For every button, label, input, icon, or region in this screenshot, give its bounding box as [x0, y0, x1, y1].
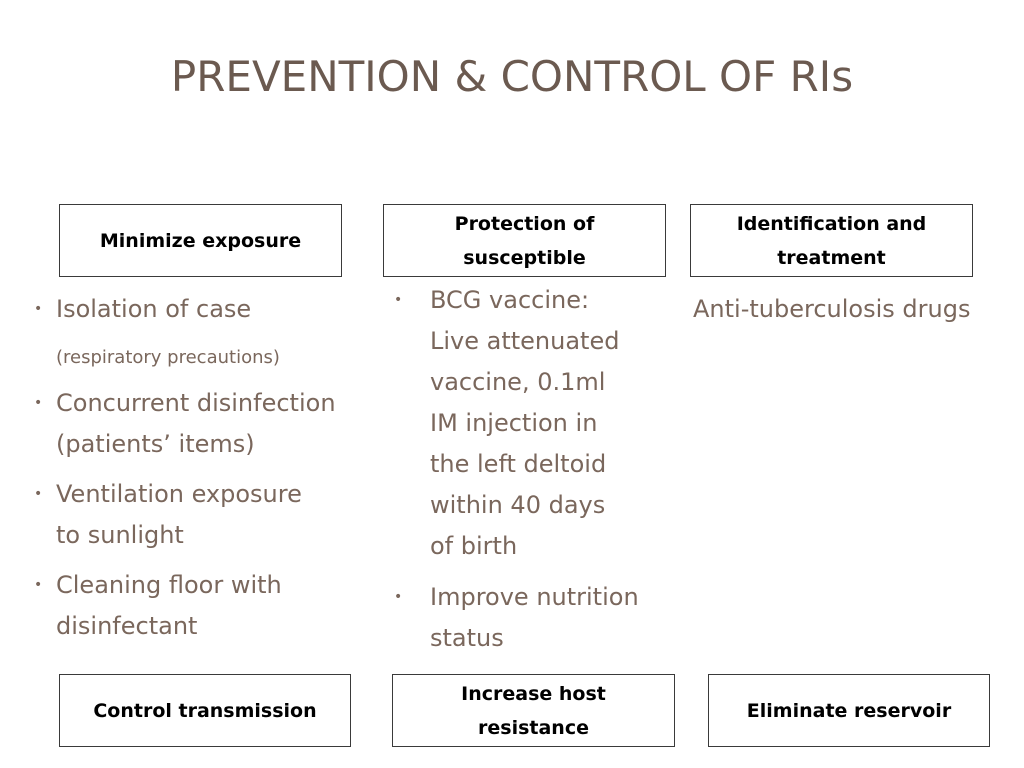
bullet-dot-icon: • [34, 301, 43, 317]
list-item: IM injection in [430, 409, 598, 437]
list-item: • BCG vaccine: [430, 280, 680, 321]
list-item: within 40 days [430, 491, 606, 519]
list-item: • Isolation of case [56, 289, 376, 330]
box-eliminate-reservoir-label: Eliminate reservoir [746, 699, 952, 722]
right-column-text: Anti-tuberculosis drugs [693, 295, 971, 323]
bullet-dot-icon: • [394, 292, 403, 308]
box-control-transmission [59, 674, 351, 747]
list-item: • Ventilation exposure [56, 474, 376, 515]
bullet-dot-icon: • [394, 589, 403, 605]
bullet-dot-icon: • [34, 577, 43, 593]
list-item: of birth [430, 532, 518, 560]
list-item: disinfectant [56, 612, 198, 640]
box-minimize-exposure-label: Minimize exposure [99, 229, 302, 252]
list-item: • Cleaning floor with [56, 565, 376, 606]
list-item: vaccine, 0.1ml [430, 368, 606, 396]
box-identification-label: Identification and treatment [736, 212, 927, 269]
box-identification-treatment [690, 204, 973, 277]
box-eliminate-reservoir [708, 674, 990, 747]
box-increase-host-resistance [392, 674, 675, 747]
middle-bullet-list [394, 280, 680, 659]
box-protection-of-susceptible [383, 204, 666, 277]
slide-title: PREVENTION & CONTROL OF RIs [170, 52, 854, 101]
bullet-dot-icon: • [34, 395, 43, 411]
list-item: • Improve nutrition [430, 577, 680, 618]
box-increase-host-label: Increase host resistance [461, 682, 606, 739]
list-item: to sunlight [56, 521, 184, 549]
list-item: • Concurrent disinfection [56, 383, 376, 424]
box-control-transmission-label: Control transmission [93, 699, 317, 722]
list-item: the left deltoid [430, 450, 607, 478]
box-minimize-exposure [59, 204, 342, 277]
list-item: Live attenuated [430, 327, 620, 355]
list-item: (respiratory precautions) [56, 347, 280, 368]
bullet-dot-icon: • [34, 486, 43, 502]
list-item: status [430, 624, 504, 652]
list-item: (patients’ items) [56, 430, 255, 458]
left-bullet-list [34, 289, 376, 647]
box-protection-label: Protection of susceptible [454, 212, 595, 269]
